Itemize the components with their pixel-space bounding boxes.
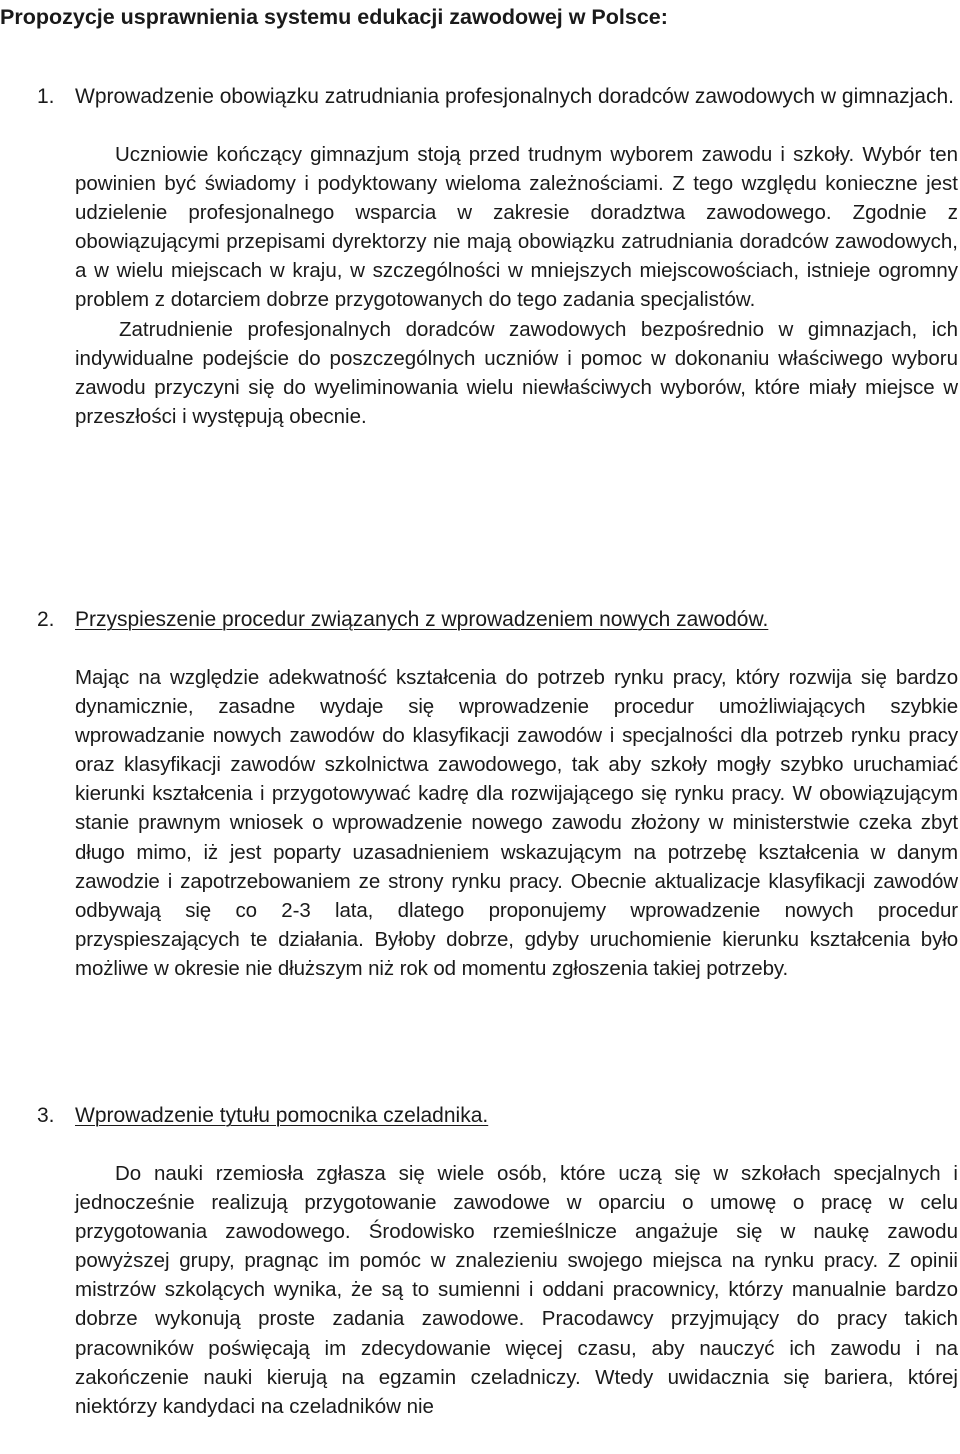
section-number: 2. bbox=[37, 608, 55, 631]
section-heading bbox=[0, 82, 958, 111]
section-number: 3. bbox=[37, 1104, 55, 1127]
section-body bbox=[0, 663, 958, 983]
document-title: Propozycje usprawnienia systemu edukacji zawodowej w Polsce: bbox=[0, 5, 668, 29]
section-title: Przyspieszenie procedur związanych z wprowadzeniem nowych zawodów. bbox=[75, 608, 769, 631]
section-body bbox=[0, 140, 958, 431]
section-3 bbox=[0, 1101, 958, 1421]
paragraph: Mając na względzie adekwatność kształcenia do potrzeb rynku pracy, który rozwija się bardzo dynamicznie, zasadne wydaje się wprowadzenie procedur umożliwiających szybkie wprowadzanie nowych zawodów do klasyfikacji zawodów i specjalności dla potrzeb rynku pracy oraz klasyfikacji zawodów szkolnictwa zawodowego, tak aby szkoły mogły szybko uruchamiać kierunki kształcenia i przygotowywać kadrę dla rozwijającego się rynku pracy. W obowiązującym stanie prawnym wniosek o wprowadzenie nowego zawodu złożony w ministerstwie czeka zbyt długo mimo, iż jest poparty uzasadnieniem wskazującym na potrzebę kształcenia w danym zawodzie i zapotrzebowaniem ze strony rynku pracy. Obecnie aktualizacje klasyfikacji zawodów odbywają się co 2-3 lata, dlatego proponujemy wprowadzenie nowych procedur przyspieszających te działania. Byłoby dobrze, gdyby uruchomienie kierunku kształcenia było możliwe w okresie nie dłuższym niż rok od momentu zgłoszenia takiej potrzeby. bbox=[75, 666, 958, 980]
paragraph: Do nauki rzemiosła zgłasza się wiele osób, które uczą się w szkołach specjalnych i jednocześnie realizują przygotowanie zawodowe w oparciu o umowę o pracę w celu przygotowania zawodowego. Środowisko rzemieślnicze angażuje się w naukę zawodu powyższej grupy, pragnąc im pomóc w znalezieniu swojego miejsca na rynku pracy. Z opinii mistrzów szkolących wynika, że są to sumienni i oddani pracownicy, którzy manualnie bardzo dobrze wykonują proste zadania zawodowe. Pracodawcy przyjmujący do pracy takich pracowników poświęcają im zdecydowanie więcej czasu, aby nauczyć ich zawodu i na zakończenie nauki kierują na egzamin czeladniczy. Wtedy uwidacznia się bariera, której niektórzy kandydaci na czeladników nie bbox=[75, 1162, 958, 1418]
section-heading bbox=[0, 605, 958, 634]
paragraph: Zatrudnienie profesjonalnych doradców zawodowych bezpośrednio w gimnazjach, ich indywidualne podejście do poszczególnych uczniów i pomoc w dokonaniu właściwego wyboru zawodu przyczyni się do wyeliminowania wielu niewłaściwych wyborów, które miały miejsce w przeszłości i występują obecnie. bbox=[75, 317, 958, 428]
section-number: 1. bbox=[37, 85, 55, 108]
section-1 bbox=[0, 82, 958, 431]
section-heading bbox=[0, 1101, 958, 1130]
section-2 bbox=[0, 605, 958, 983]
section-title: Wprowadzenie tytułu pomocnika czeladnika. bbox=[75, 1104, 489, 1127]
paragraph: Uczniowie kończący gimnazjum stoją przed trudnym wyborem zawodu i szkoły. Wybór ten powinien być świadomy i podyktowany wieloma zależnościami. Z tego względu konieczne jest udzielenie profesjonalnego wsparcia w zakresie doradztwa zawodowego. Zgodnie z obowiązującymi przepisami dyrektorzy nie mają obowiązku zatrudniania doradców zawodowych, a w wielu miejscach w kraju, w szczególności w mniejszych miejscowościach, istnieje ogromny problem z dotarciem dobrze przygotowanych do tego zadania specjalistów. bbox=[75, 143, 958, 312]
section-title: Wprowadzenie obowiązku zatrudniania profesjonalnych doradców zawodowych w gimnazjach. bbox=[75, 85, 954, 108]
section-body bbox=[0, 1159, 958, 1421]
